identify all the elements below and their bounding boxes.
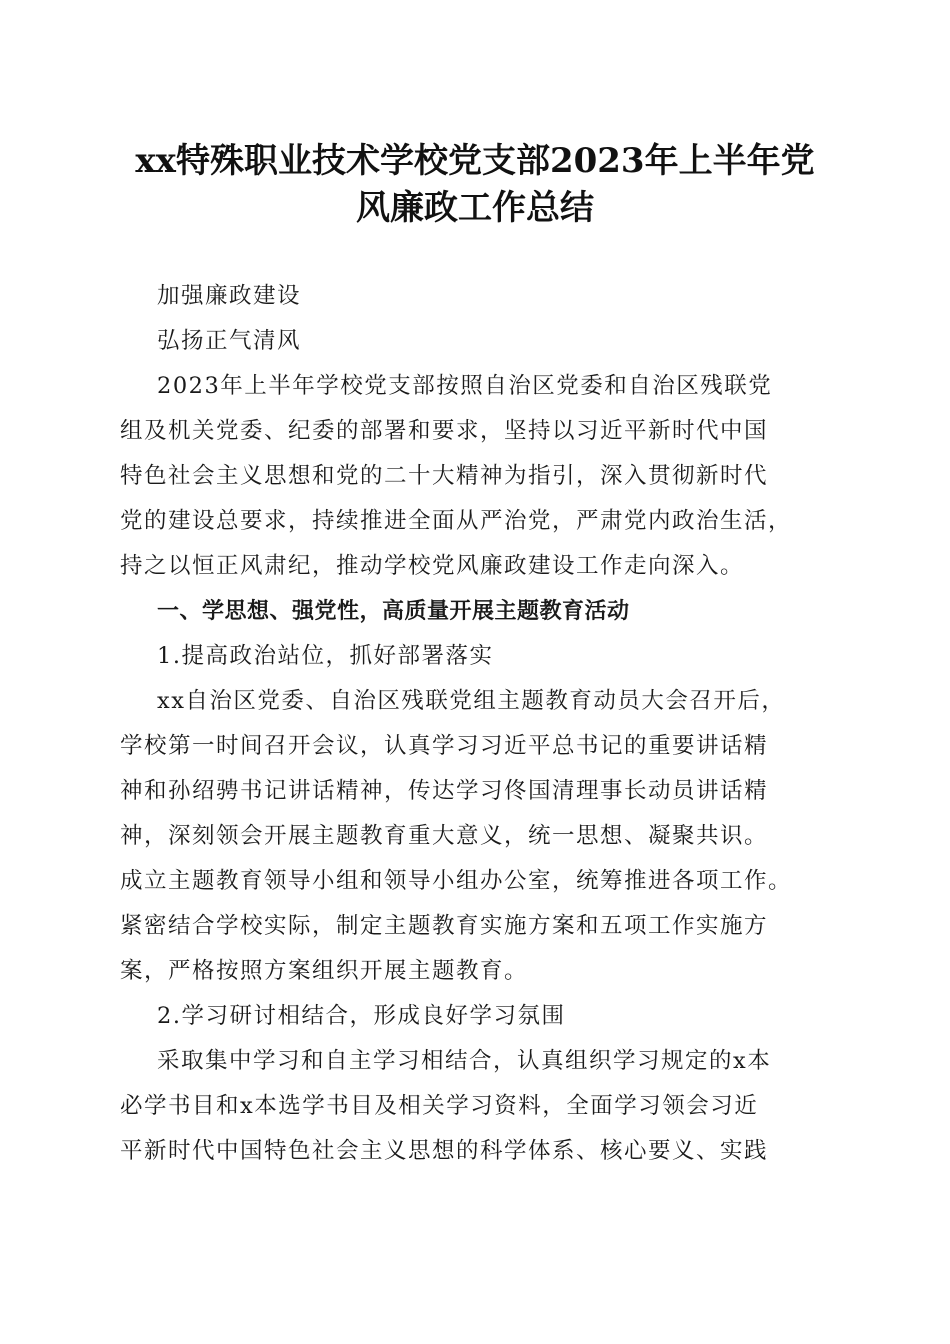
item-2-body-line: 采取集中学习和自主学习相结合，认真组织学习规定的x本 [157,1048,772,1074]
intro-line: 持之以恒正风肃纪，推动学校党风廉政建设工作走向深入。 [120,553,745,579]
intro-line: 2023年上半年学校党支部按照自治区党委和自治区残联党 [157,373,773,399]
item-1-body-line: xx自治区党委、自治区残联党组主题教育动员大会召开后， [157,688,786,714]
item-1-heading: 1.提高政治站位，抓好部署落实 [157,643,494,669]
item-1-body-line: 成立主题教育领导小组和领导小组办公室，统筹推进各项工作。 [120,868,793,894]
item-2-body-line: 必学书目和x本选学书目及相关学习资料，全面学习领会习近 [120,1093,759,1119]
item-2-heading: 2.学习研讨相结合，形成良好学习氛围 [157,1003,566,1029]
intro-line: 特色社会主义思想和党的二十大精神为指引，深入贯彻新时代 [120,463,769,489]
document-title-line-2: 风廉政工作总结 [356,188,594,228]
item-2-body-line: 平新时代中国特色社会主义思想的科学体系、核心要义、实践 [120,1138,769,1164]
item-1-body-line: 神和孙绍骋书记讲话精神，传达学习佟国清理事长动员讲话精 [120,778,769,804]
item-1-body-line: 案，严格按照方案组织开展主题教育。 [120,958,529,984]
section-1-heading: 一、学思想、强党性，高质量开展主题教育活动 [157,599,630,624]
item-1-body-line: 学校第一时间召开会议，认真学习习近平总书记的重要讲话精 [120,733,769,759]
item-1-body-line: 神，深刻领会开展主题教育重大意义，统一思想、凝聚共识。 [120,823,769,849]
subtitle-1: 加强廉政建设 [157,283,302,309]
subtitle-2: 弘扬正气清风 [157,328,302,354]
document-title-line-1: xx特殊职业技术学校党支部2023年上半年党 [135,141,815,181]
intro-line: 组及机关党委、纪委的部署和要求，坚持以习近平新时代中国 [120,418,769,444]
item-1-body-line: 紧密结合学校实际，制定主题教育实施方案和五项工作实施方 [120,913,769,939]
intro-line: 党的建设总要求，持续推进全面从严治党，严肃党内政治生活， [120,508,793,534]
